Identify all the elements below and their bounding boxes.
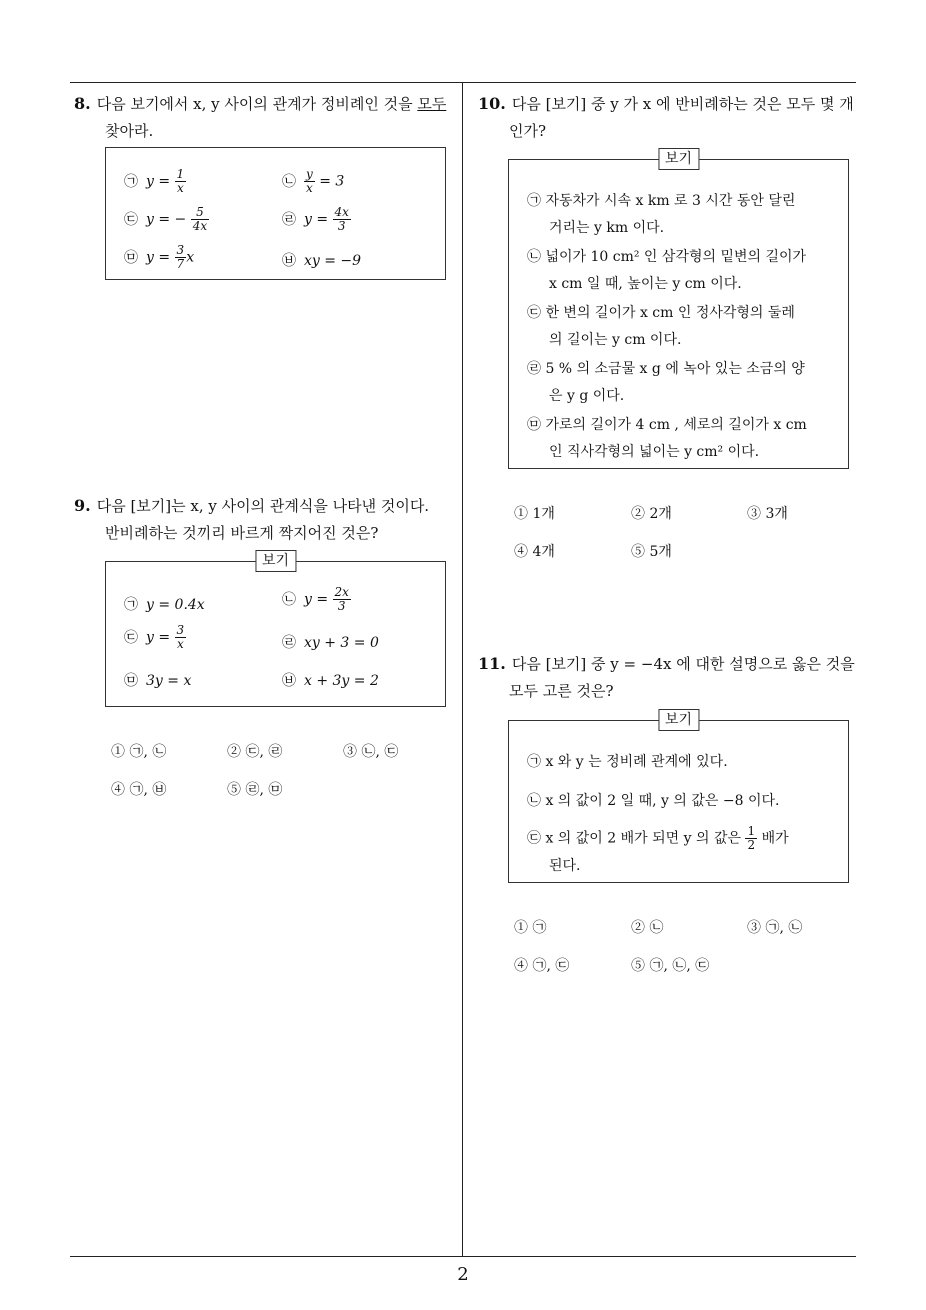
answer-option-3[interactable]: ③ ㉠, ㉡ — [747, 920, 803, 936]
bogi-item: ㉢ 한 변의 길이가 x cm 인 정사각형의 둘레 의 길이는 y cm 이다. — [527, 305, 795, 348]
bogi-item: ㉤ 가로의 길이가 4 cm , 세로의 길이가 x cm 인 직사각형의 넓이는 y cm² 이다. — [527, 417, 807, 460]
column-divider — [462, 82, 463, 1256]
answer-option-2[interactable]: ② 2개 — [631, 506, 672, 522]
answer-option-2[interactable]: ② ㉡ — [631, 920, 664, 936]
answer-option-5[interactable]: ⑤ 5개 — [631, 544, 672, 560]
answer-option-4[interactable]: ④ 4개 — [514, 544, 555, 560]
question-number: 8. — [74, 94, 91, 113]
answer-option-4[interactable]: ④ ㉠, ㉢ — [514, 958, 570, 974]
question-number: 9. — [74, 496, 91, 515]
answer-option-3[interactable]: ③ ㉡, ㉢ — [343, 744, 399, 760]
bogi-label: 보기 — [658, 148, 699, 170]
question-8 — [74, 90, 458, 145]
choice-item: ㉠ y = 0.4x — [124, 597, 205, 613]
bogi-item: ㉣ 5 % 의 소금물 x g 에 녹아 있는 소금의 양 은 y g 이다. — [527, 361, 805, 404]
bogi-label: 보기 — [255, 550, 296, 572]
answer-option-1[interactable]: ① ㉠ — [514, 920, 547, 936]
question-11 — [478, 650, 862, 705]
question-10 — [478, 90, 862, 145]
page-number: 2 — [457, 1264, 469, 1285]
choice-item: ㉣ xy + 3 = 0 — [282, 635, 379, 651]
bogi-item: ㉠ x 와 y 는 정비례 관계에 있다. — [527, 754, 728, 770]
question-number: 10. — [478, 94, 506, 113]
choice-item: ㉣ y = $\frac{4x}{3}$ — [282, 205, 349, 233]
top-rule — [70, 82, 856, 83]
answer-option-4[interactable]: ④ ㉠, ㉥ — [111, 782, 167, 798]
bogi-item: ㉠ 자동차가 시속 x km 로 3 시간 동안 달린 거리는 y km 이다. — [527, 193, 796, 236]
bogi-item: ㉡ x 의 값이 2 일 때, y 의 값은 −8 이다. — [527, 793, 780, 809]
choice-item: ㉢ y = − $\frac{5}{4x}$ — [124, 205, 208, 233]
bogi-item: ㉢ x 의 값이 2 배가 되면 y 의 값은 $\frac{1}{2}$ 배가 된다. — [527, 824, 789, 874]
question-text: 다음 [보기]는 x, y 사이의 관계식을 나타낸 것이다. — [96, 497, 430, 515]
choice-item: ㉢ y = $\frac{3}{x}$ — [124, 623, 185, 651]
answer-option-2[interactable]: ② ㉢, ㉣ — [227, 744, 283, 760]
answer-option-5[interactable]: ⑤ ㉠, ㉡, ㉢ — [631, 958, 710, 974]
choice-item: ㉥ x + 3y = 2 — [282, 673, 379, 689]
bogi-label: 보기 — [658, 709, 699, 731]
answer-option-3[interactable]: ③ 3개 — [747, 506, 788, 522]
question-text-line2: 모두 고른 것은? — [509, 682, 614, 700]
question-text-line2: 반비례하는 것끼리 바르게 짝지어진 것은? — [105, 524, 379, 542]
question-text: 다음 보기에서 x, y 사이의 관계가 정비례인 것을 — [96, 95, 418, 113]
bottom-rule — [70, 1256, 856, 1257]
choice-item: ㉠ y = $\frac{1}{x}$ — [124, 167, 185, 195]
question-text-line2: 인가? — [509, 122, 547, 140]
choice-item: ㉥ xy = −9 — [282, 253, 362, 269]
question-9 — [74, 492, 458, 547]
answer-option-1[interactable]: ① 1개 — [514, 506, 555, 522]
answer-option-5[interactable]: ⑤ ㉣, ㉤ — [227, 782, 283, 798]
choice-item: ㉡ y = $\frac{2x}{3}$ — [282, 585, 349, 613]
question-text-line2: 찾아라. — [105, 122, 154, 140]
bogi-box-q9 — [105, 553, 446, 707]
question-text: 다음 [보기] 중 y 가 x 에 반비례하는 것은 모두 몇 개 — [511, 95, 854, 113]
choice-item: ㉤ 3y = x — [124, 673, 192, 689]
bogi-item: ㉡ 넓이가 10 cm² 인 삼각형의 밑변의 길이가 x cm 일 때, 높이는 y cm 이다. — [527, 249, 807, 292]
choice-item: ㉡ $\frac{y}{x}$ = 3 — [282, 167, 345, 195]
bogi-box-q11 — [508, 712, 849, 883]
question-text-underlined: 모두 — [417, 95, 447, 113]
choices-box-q8 — [105, 147, 446, 280]
question-number: 11. — [478, 654, 506, 673]
question-text: 다음 [보기] 중 y = −4x 에 대한 설명으로 옳은 것을 — [511, 655, 855, 673]
answer-option-1[interactable]: ① ㉠, ㉡ — [111, 744, 167, 760]
choice-item: ㉤ y = $\frac{3}{7}$ x — [124, 243, 195, 271]
bogi-box-q10 — [508, 151, 849, 469]
